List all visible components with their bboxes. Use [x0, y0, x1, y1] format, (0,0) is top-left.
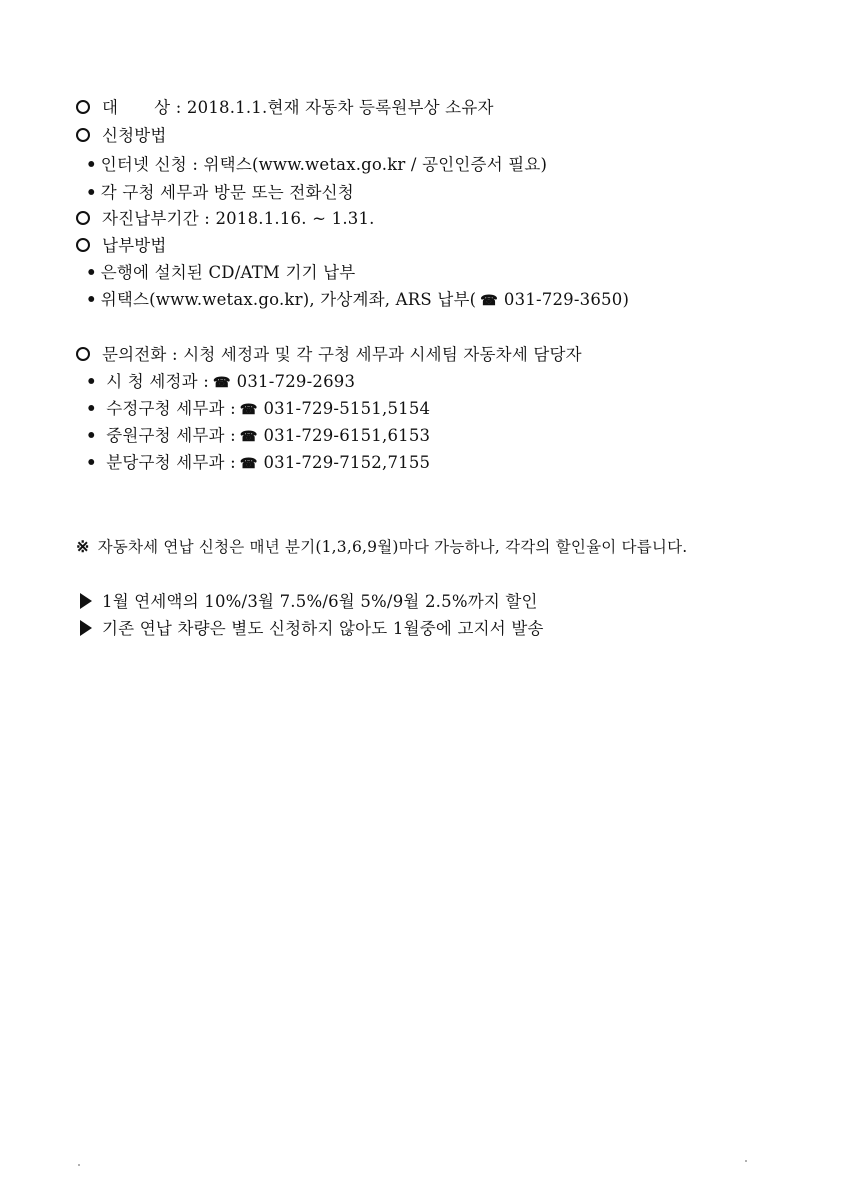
bullet-icon: •	[86, 399, 97, 418]
contact-label: 분당구청 세무과 :	[106, 453, 236, 472]
bullet-icon: •	[86, 453, 97, 472]
phone-icon: ☎	[239, 429, 258, 445]
note-line	[76, 534, 687, 560]
apply-item-1-text: 인터넷 신청 : 위택스(www.wetax.go.kr / 공인인증서 필요)	[100, 155, 548, 174]
period-text: 자진납부기간 : 2018.1.16. ~ 1.31.	[102, 209, 375, 228]
pay-item-2	[86, 287, 629, 313]
point-2-text: 기존 연납 차량은 별도 신청하지 않아도 1월중에 고지서 발송	[102, 619, 544, 638]
circle-marker-icon	[76, 238, 90, 252]
phone-icon: ☎	[480, 293, 498, 309]
bullet-icon: •	[86, 183, 97, 202]
circle-marker-icon	[76, 347, 90, 361]
contact-item	[86, 396, 430, 422]
contacts-title: 문의전화 : 시청 세정과 및 각 구청 세무과 시세팀 자동차세 담당자	[102, 345, 582, 364]
contact-item	[86, 369, 355, 395]
bullet-icon: •	[86, 263, 97, 282]
apply-item-1	[86, 152, 547, 178]
contact-label: 수정구청 세무과 :	[106, 399, 236, 418]
contact-phone: 031-729-2693	[236, 372, 356, 391]
pay-item-1-text: 은행에 설치된 CD/ATM 기기 납부	[100, 263, 356, 282]
contact-phone: 031-729-6151,6153	[263, 426, 431, 445]
pay-item-2-phone: 031-729-3650)	[503, 290, 630, 309]
contact-label: 중원구청 세무과 :	[106, 426, 236, 445]
bullet-icon: •	[86, 372, 97, 391]
period-line	[76, 206, 375, 232]
triangle-bullet-icon	[80, 593, 92, 609]
target-text: 상 : 2018.1.1.현재 자동차 등록원부상 소유자	[154, 98, 494, 117]
contacts-heading	[76, 342, 582, 368]
target-line	[76, 95, 494, 121]
contact-label: 시 청 세정과 :	[106, 372, 209, 391]
apply-item-2	[86, 180, 354, 206]
phone-icon: ☎	[239, 402, 258, 418]
pay-item-2-text: 위택스(www.wetax.go.kr), 가상계좌, ARS 납부(	[100, 290, 477, 309]
circle-marker-icon	[76, 211, 90, 225]
bullet-icon: •	[86, 290, 97, 309]
target-label: 대	[102, 98, 119, 117]
apply-method-text: 신청방법	[102, 126, 167, 145]
contact-item	[86, 423, 430, 449]
scan-speck	[78, 1164, 80, 1166]
point-item-2	[80, 616, 544, 642]
phone-icon: ☎	[239, 456, 258, 472]
bullet-icon: •	[86, 155, 97, 174]
phone-icon: ☎	[213, 375, 231, 391]
circle-marker-icon	[76, 100, 90, 114]
pay-item-1	[86, 260, 355, 286]
contact-phone: 031-729-7152,7155	[263, 453, 431, 472]
circle-marker-icon	[76, 128, 90, 142]
bullet-icon: •	[86, 426, 97, 445]
contact-item	[86, 450, 430, 476]
point-1-text: 1월 연세액의 10%/3월 7.5%/6월 5%/9월 2.5%까지 할인	[102, 592, 538, 611]
point-item-1	[80, 589, 538, 615]
contact-phone: 031-729-5151,5154	[263, 399, 431, 418]
pay-method-heading	[76, 233, 167, 259]
triangle-bullet-icon	[80, 620, 92, 636]
scan-speck	[745, 1160, 747, 1162]
note-text: 자동차세 연납 신청은 매년 분기(1,3,6,9월)마다 가능하나, 각각의 할인율이 다릅니다.	[97, 538, 688, 556]
reference-mark-icon: ※	[76, 537, 90, 556]
apply-item-2-text: 각 구청 세무과 방문 또는 전화신청	[100, 183, 354, 202]
apply-method-heading	[76, 123, 167, 149]
pay-method-text: 납부방법	[102, 236, 167, 255]
